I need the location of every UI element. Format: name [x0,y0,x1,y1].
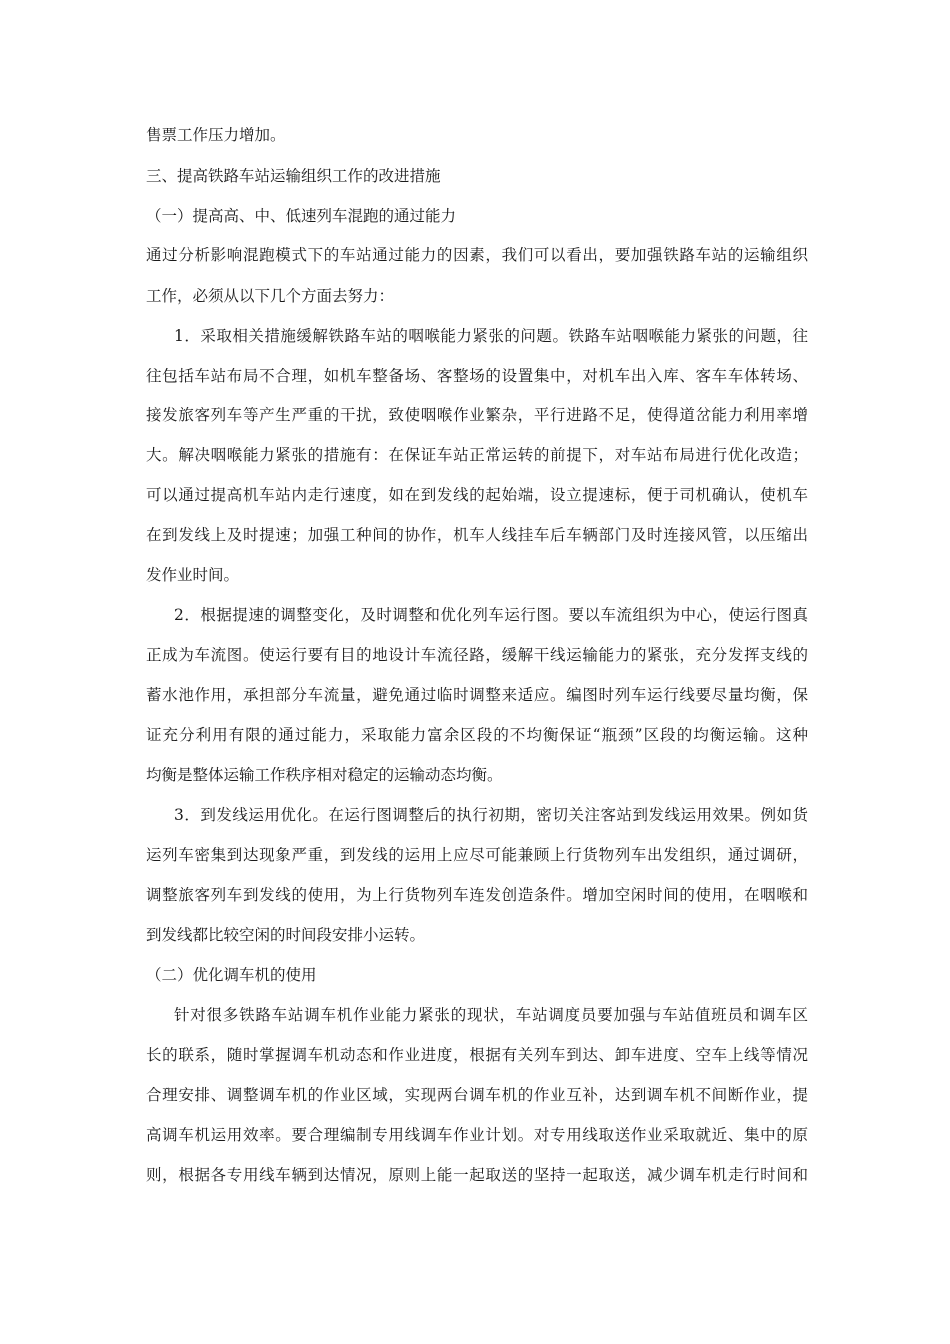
text-line: 大。解决咽喉能力紧张的措施有：在保证车站正常运转的前提下，对车站布局进行优化改造； [146,446,808,464]
text-line: 接发旅客列车等产生严重的干扰，致使咽喉作业繁杂，平行进路不足，使得道岔能力利用率增 [146,406,808,424]
text-line: 调整旅客列车到发线的使用，为上行货物列车连发创造条件。增加空闲时间的使用，在咽喉和 [146,886,808,904]
text-line: 3．到发线运用优化。在运行图调整后的执行初期，密切关注客站到发线运用效果。例如货 [174,806,808,824]
text-line: 1．采取相关措施缓解铁路车站的咽喉能力紧张的问题。铁路车站咽喉能力紧张的问题，往 [174,327,808,345]
text-line: 针对很多铁路车站调车机作业能力紧张的现状，车站调度员要加强与车站值班员和调车区 [174,1006,808,1024]
text-line: 2．根据提速的调整变化，及时调整和优化列车运行图。要以车流组织为中心，使运行图真 [174,606,808,624]
text-line: 工作，必须从以下几个方面去努力： [146,287,395,305]
text-line: 发作业时间。 [146,566,240,584]
text-line: 通过分析影响混跑模式下的车站通过能力的因素，我们可以看出，要加强铁路车站的运输组织 [146,246,808,264]
text-line: 高调车机运用效率。要合理编制专用线调车作业计划。对专用线取送作业采取就近、集中的原 [146,1126,808,1144]
text-line: 蓄水池作用，承担部分车流量，避免通过临时调整来适应。编图时列车运行线要尽量均衡，保 [146,686,808,704]
text-line: 在到发线上及时提速；加强工种间的协作，机车人线挂车后车辆部门及时连接风管，以压缩出 [146,526,808,544]
text-line: 证充分利用有限的通过能力，采取能力富余区段的不均衡保证“瓶颈”区段的均衡运输。这种 [146,726,808,744]
text-line: 合理安排、调整调车机的作业区域，实现两台调车机的作业互补，达到调车机不间断作业，提 [146,1086,808,1104]
text-line: 正成为车流图。使运行要有目的地设计车流径路，缓解干线运输能力的紧张，充分发挥支线的 [146,646,808,664]
text-line: 往包括车站布局不合理，如机车整备场、客整场的设置集中，对机车出入库、客车车体转场、 [146,367,808,385]
text-line: 均衡是整体运输工作秩序相对稳定的运输动态均衡。 [146,766,503,784]
text-line: 运列车密集到达现象严重，到发线的运用上应尽可能兼顾上行货物列车出发组织，通过调研， [146,846,808,864]
subsection-heading: （一）提高高、中、低速列车混跑的通过能力 [146,207,457,225]
text-line: 可以通过提高机车站内走行速度，如在到发线的起始端，设立提速标，便于司机确认，使机车 [146,486,808,504]
text-line: 售票工作压力增加。 [146,126,286,144]
subsection-heading: （二）优化调车机的使用 [146,966,317,984]
text-line: 到发线都比较空闲的时间段安排小运转。 [146,926,426,944]
text-line: 则，根据各专用线车辆到达情况，原则上能一起取送的坚持一起取送，减少调车机走行时间和 [146,1166,808,1184]
section-heading: 三、提高铁路车站运输组织工作的改进措施 [146,167,441,185]
text-line: 长的联系，随时掌握调车机动态和作业进度，根据有关列车到达、卸车进度、空车上线等情况 [146,1046,808,1064]
